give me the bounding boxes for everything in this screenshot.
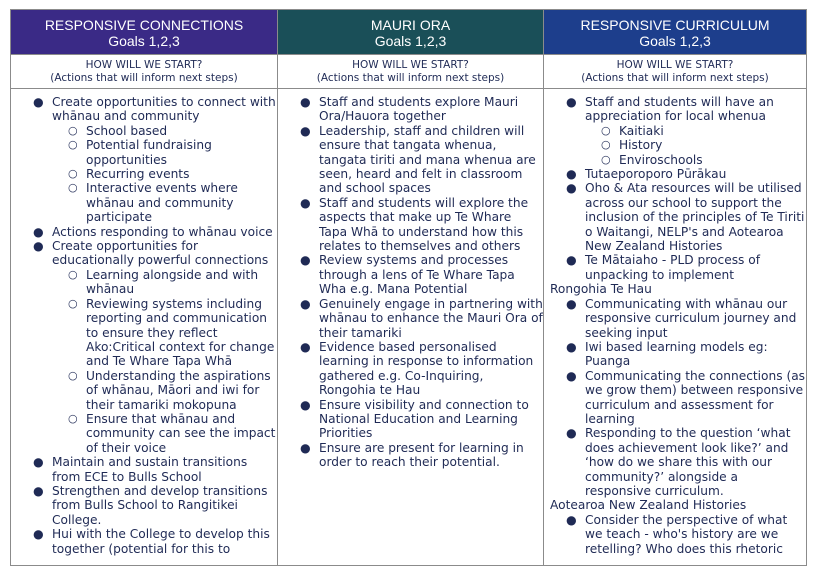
circle-bullet-icon: ○ [68, 167, 78, 181]
bullet-icon: ● [300, 339, 311, 354]
list-item: ○ Learning alongside and with whānau [68, 267, 259, 297]
sub-list [585, 124, 806, 167]
bullet-icon: ● [33, 483, 44, 498]
action-list [11, 95, 277, 556]
list-item: ● Maintain and sustain transitions from ECE to Bulls School [33, 455, 248, 484]
list-item: ● Hui with the College to develop this together (potential for this to [33, 527, 270, 556]
action-list [544, 297, 806, 499]
bullet-icon: ● [566, 167, 577, 182]
list-item: ● Staff and students explore Mauri Ora/Hauora together [300, 95, 519, 124]
list-item: ● Te Mātaiaho - PLD process of unpacking to implement [566, 253, 761, 282]
circle-bullet-icon: ○ [68, 296, 78, 310]
bullet-icon: ● [33, 527, 44, 542]
subheader-question: HOW WILL WE START? [85, 59, 203, 71]
circle-bullet-icon: ○ [68, 267, 78, 281]
circle-bullet-icon: ○ [601, 138, 611, 152]
bullet-icon: ● [300, 123, 311, 138]
bullet-icon: ● [566, 339, 577, 354]
list-item: ○ Understanding the aspirations of whānau, Māori and iwi for their tamariki mokopuna [68, 368, 271, 412]
bullet-icon: ● [566, 296, 577, 311]
subheader-cell [278, 55, 544, 89]
bullet-icon: ● [33, 95, 44, 109]
content-cell-mauri-ora [278, 89, 544, 566]
circle-bullet-icon: ○ [68, 411, 78, 425]
column-header-mauri-ora [278, 10, 544, 55]
section-heading: Rongohia Te Hau [550, 282, 652, 297]
list-item: ○ Interactive events where whānau and community participate [68, 181, 238, 225]
subheader-row [11, 55, 807, 89]
bullet-icon: ● [33, 224, 44, 239]
list-item: ● Review systems and processes through a lens of Te Whare Tapa Wha e.g. Mana Potential [300, 253, 515, 297]
header-row [11, 10, 807, 55]
list-item: ○ Kaitiaki [601, 123, 664, 138]
bullet-icon: ● [566, 426, 577, 441]
list-item: ○ Enviroschools [601, 152, 703, 167]
list-item: ● Create opportunities to connect with whānau and community ○ School based ○ Potential fundraising opportunities ○ Recurring events ○ Interactive events where whānau and community participate [33, 95, 276, 225]
bullet-icon: ● [300, 95, 311, 109]
list-item: ● Staff and students will explore the aspects that make up Te Whare Tapa Whā to understand how this relates to themselves and others [300, 195, 529, 254]
list-item: ● Tutaeporoporo Pūrākau [566, 167, 727, 182]
content-row [11, 89, 807, 566]
action-list [544, 513, 806, 556]
bullet-icon: ● [300, 397, 311, 412]
list-item: ● Create opportunities for educationally powerful connections ○ Learning alongside and with whānau ○ Reviewing systems including reporting and communication to ensure they reflect Ako:Critical context for change and Te Whare Tapa Whā ○ Understanding the aspirations of whānau, Māori and iwi for their tamariki mokopuna ○ Ensure that whānau and community can see the impact of their voice [33, 239, 276, 455]
circle-bullet-icon: ○ [601, 152, 611, 166]
bullet-icon: ● [300, 253, 311, 268]
content-cell-responsive-curriculum [544, 89, 807, 566]
subheader-note: (Actions that will inform next steps) [50, 72, 238, 84]
column-goals: Goals 1,2,3 [108, 33, 180, 49]
bullet-icon: ● [300, 440, 311, 455]
column-title: MAURI ORA [370, 17, 451, 33]
column-header-responsive-connections [11, 10, 278, 55]
circle-bullet-icon: ○ [68, 181, 78, 195]
list-item: ● Communicating with whānau our responsive curriculum journey and seeking input [566, 296, 797, 340]
column-title: RESPONSIVE CURRICULUM [580, 17, 770, 33]
column-title: RESPONSIVE CONNECTIONS [44, 17, 244, 33]
bullet-icon: ● [566, 253, 577, 268]
list-item: ● Oho & Ata resources will be utilised across our school to support the inclusion of the principles of Te Tiriti o Waitangi, NELP's and Aotearoa New Zealand Histories [566, 181, 805, 254]
list-item: ● Actions responding to whānau voice [33, 224, 273, 239]
circle-bullet-icon: ○ [68, 123, 78, 137]
list-item: ● Ensure are present for learning in order to reach their potential. [300, 440, 524, 470]
bullet-icon: ● [566, 512, 577, 527]
bullet-icon: ● [300, 296, 311, 311]
column-goals: Goals 1,2,3 [374, 33, 447, 49]
section-heading: Aotearoa New Zealand Histories [550, 498, 747, 513]
column-goals: Goals 1,2,3 [639, 33, 711, 49]
circle-bullet-icon: ○ [601, 123, 611, 137]
subheader-cell [544, 55, 807, 89]
column-header-responsive-curriculum [544, 10, 807, 55]
list-item: ○ Ensure that whānau and community can see the impact of their voice [68, 411, 276, 455]
circle-bullet-icon: ○ [68, 368, 78, 382]
list-item: ● Genuinely engage in partnering with whānau to enhance the Mauri Ora of their tamariki [300, 296, 543, 340]
list-item: ● Communicating the connections (as we grow them) between responsive curriculum and assessment for learning [566, 368, 806, 426]
list-item: ○ School based [68, 123, 168, 138]
list-item: ● Consider the perspective of what we teach - who's history are we retelling? Who does this rhetoric [566, 512, 788, 556]
list-item: ● Evidence based personalised learning in response to information gathered e.g. Co-Inquiring, Rongohia te Hau [300, 339, 534, 398]
subheader-note: (Actions that will inform next steps) [316, 72, 505, 84]
bullet-icon: ● [300, 195, 311, 210]
subheader-question: HOW WILL WE START? [352, 59, 469, 71]
list-item: ● Staff and students will have an appreciation for local whenua ○ Kaitiaki ○ History ○ Enviroschools [544, 95, 806, 167]
list-item: ● Ensure visibility and connection to National Education and Learning Priorities [300, 397, 529, 441]
list-item: ● Responding to the question ‘what does achievement look like?’ and ‘how do we share this with our community?’ alongside a responsive curriculum. [566, 426, 791, 498]
sub-list [52, 268, 277, 455]
circle-bullet-icon: ○ [68, 138, 78, 152]
bullet-icon: ● [566, 181, 577, 196]
bullet-icon: ● [33, 239, 44, 254]
bullet-icon: ● [566, 368, 577, 383]
subheader-cell [11, 55, 278, 89]
list-item: ● Strengthen and develop transitions from Bulls School to Rangitikei College. [33, 483, 268, 527]
action-list [278, 95, 543, 470]
subheader-question: HOW WILL WE START? [616, 59, 734, 71]
list-item: ● Leadership, staff and children will ensure that tangata whenua, tangata tiriti and mana whenua are seen, heard and felt in classroom and school spaces [300, 123, 536, 196]
content-cell-responsive-connections [11, 89, 278, 566]
sub-list [52, 124, 277, 225]
list-item: ○ Recurring events [68, 167, 190, 182]
list-item: ● Iwi based learning models eg: Puanga [566, 339, 768, 369]
list-item: ○ Reviewing systems including reporting and communication to ensure they reflect Ako:Critical context for change and Te Whare Tapa Whā [68, 296, 275, 369]
subheader-note: (Actions that will inform next steps) [581, 72, 769, 84]
list-item: ○ Potential fundraising opportunities [68, 138, 212, 167]
bullet-icon: ● [566, 95, 577, 109]
bullet-icon: ● [33, 455, 44, 470]
strategy-table [10, 9, 807, 566]
action-list [544, 95, 806, 282]
list-item: ○ History [601, 138, 663, 153]
